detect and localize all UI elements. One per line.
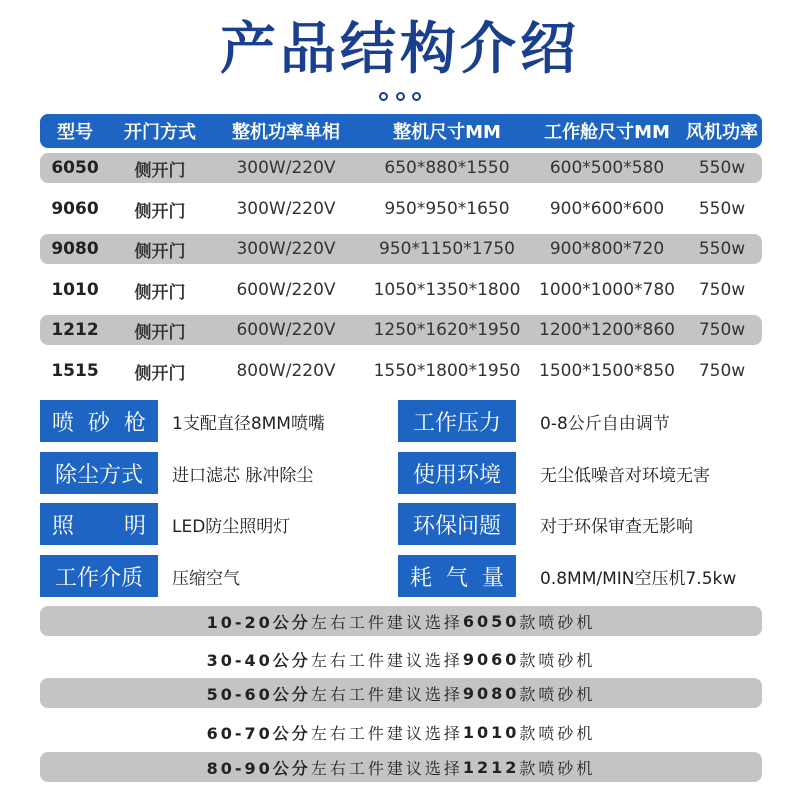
header-door-type: 开门方式 <box>124 122 196 143</box>
suggestion-range: 30-40公分 <box>206 650 311 670</box>
suggestion-text: 款喷砂机 <box>519 684 596 704</box>
table-cell: 750w <box>698 320 746 340</box>
table-cell: 600W/220V <box>236 320 336 340</box>
table-cell: 950*950*1650 <box>384 199 510 219</box>
table-cell: 6050 <box>51 158 99 178</box>
suggestion-line <box>40 678 762 708</box>
table-cell: 侧开门 <box>134 282 186 303</box>
suggestion-model: 1010 <box>462 722 520 742</box>
header-power: 整机功率单相 <box>232 122 340 143</box>
suggestion-text: 左右工件建议选择 <box>310 612 463 632</box>
table-cell: 900*600*600 <box>549 199 665 219</box>
table-cell: 300W/220V <box>236 158 336 178</box>
table-cell: 300W/220V <box>236 239 336 259</box>
feature-label-char: 喷 <box>52 410 75 436</box>
table-cell: 9060 <box>51 199 99 219</box>
feature-label-right <box>398 555 516 597</box>
table-cell: 900*800*720 <box>549 239 665 259</box>
feature-label-char: 枪 <box>123 410 146 436</box>
table-cell: 侧开门 <box>134 322 186 343</box>
feature-value-right: 0.8MM/MIN空压机7.5kw <box>540 568 737 589</box>
table-cell: 1050*1350*1800 <box>373 280 521 300</box>
suggestion-text: 款喷砂机 <box>519 612 596 632</box>
feature-label-char: 耗 <box>410 565 433 591</box>
suggestion-line <box>40 644 762 674</box>
feature-value-left: LED防尘照明灯 <box>172 516 291 537</box>
suggestion-line <box>40 606 762 636</box>
suggestion-text: 左右工件建议选择 <box>310 723 463 743</box>
table-cell: 300W/220V <box>236 199 336 219</box>
suggestion-line <box>40 752 762 782</box>
feature-label-char: 使用环境 <box>412 462 501 488</box>
table-cell: 1010 <box>51 280 99 300</box>
feature-value-right: 无尘低噪音对环境无害 <box>540 465 710 486</box>
table-cell: 600W/220V <box>236 280 336 300</box>
feature-value-left: 压缩空气 <box>172 568 240 589</box>
suggestion-text: 款喷砂机 <box>519 758 596 778</box>
table-row <box>40 153 762 183</box>
feature-value-left: 1支配直径8MM喷嘴 <box>172 413 325 434</box>
header-machine-size: 整机尺寸MM <box>393 122 501 143</box>
suggestion-model: 9080 <box>462 683 520 703</box>
table-row <box>40 194 762 224</box>
table-cell: 9080 <box>51 239 99 259</box>
suggestion-model: 9060 <box>462 649 520 669</box>
feature-value-right: 对于环保审查无影响 <box>540 516 693 537</box>
feature-label-char: 环保问题 <box>412 513 501 539</box>
table-cell: 600*500*580 <box>549 158 665 178</box>
dot-icon <box>412 92 421 101</box>
feature-label-left <box>40 400 158 442</box>
feature-label-char: 工作压力 <box>412 410 501 436</box>
suggestion-text: 款喷砂机 <box>519 650 596 670</box>
table-row <box>40 275 762 305</box>
table-cell: 550w <box>698 239 746 259</box>
table-cell: 1550*1800*1950 <box>373 361 521 381</box>
feature-label-right <box>398 400 516 442</box>
header-model: 型号 <box>57 122 93 143</box>
table-row <box>40 234 762 264</box>
table-cell: 550w <box>698 158 746 178</box>
feature-label-left <box>40 555 158 597</box>
suggestion-model: 6050 <box>462 611 520 631</box>
table-cell: 1500*1500*850 <box>539 361 675 381</box>
feature-label-char: 照 <box>52 513 75 539</box>
table-cell: 650*880*1550 <box>384 158 510 178</box>
feature-value-left: 进口滤芯 脉冲除尘 <box>172 465 314 486</box>
suggestion-model: 1212 <box>462 757 520 777</box>
table-cell: 1200*1200*860 <box>539 320 675 340</box>
feature-label-char: 量 <box>481 565 504 591</box>
suggestion-text: 左右工件建议选择 <box>310 758 463 778</box>
table-cell: 1000*1000*780 <box>539 280 675 300</box>
suggestion-text: 款喷砂机 <box>519 723 596 743</box>
feature-label-char: 除尘方式 <box>54 462 143 488</box>
header-fan-power: 风机功率 <box>686 122 758 143</box>
feature-label-right <box>398 452 516 494</box>
table-cell: 800W/220V <box>236 361 336 381</box>
table-cell: 侧开门 <box>134 201 186 222</box>
suggestion-line <box>40 717 762 747</box>
page-title: 产品结构介绍 <box>220 17 580 82</box>
table-cell: 侧开门 <box>134 160 186 181</box>
feature-label-char: 明 <box>123 513 146 539</box>
table-cell: 侧开门 <box>134 363 186 384</box>
feature-label-char: 砂 <box>87 410 110 436</box>
feature-label-char: 工作介质 <box>54 565 143 591</box>
table-cell: 950*1150*1750 <box>379 239 515 259</box>
spec-table-header <box>40 114 762 148</box>
feature-label-right <box>398 503 516 545</box>
header-chamber-size: 工作舱尺寸MM <box>544 122 670 143</box>
suggestion-range: 10-20公分 <box>206 612 311 632</box>
table-cell: 750w <box>698 280 746 300</box>
table-cell: 侧开门 <box>134 241 186 262</box>
feature-label-left <box>40 503 158 545</box>
feature-label-left <box>40 452 158 494</box>
suggestion-range: 80-90公分 <box>206 758 311 778</box>
table-cell: 750w <box>698 361 746 381</box>
title-dots-decoration <box>0 86 800 102</box>
dot-icon <box>379 92 388 101</box>
suggestion-text: 左右工件建议选择 <box>310 684 463 704</box>
suggestion-range: 50-60公分 <box>206 684 311 704</box>
feature-label-char: 气 <box>445 565 468 591</box>
table-cell: 1250*1620*1950 <box>373 320 521 340</box>
table-cell: 1515 <box>51 361 99 381</box>
table-row <box>40 356 762 386</box>
suggestion-range: 60-70公分 <box>206 723 311 743</box>
table-row <box>40 315 762 345</box>
suggestion-text: 左右工件建议选择 <box>310 650 463 670</box>
table-cell: 1212 <box>51 320 99 340</box>
feature-value-right: 0-8公斤自由调节 <box>540 413 670 434</box>
dot-icon <box>396 92 405 101</box>
table-cell: 550w <box>698 199 746 219</box>
